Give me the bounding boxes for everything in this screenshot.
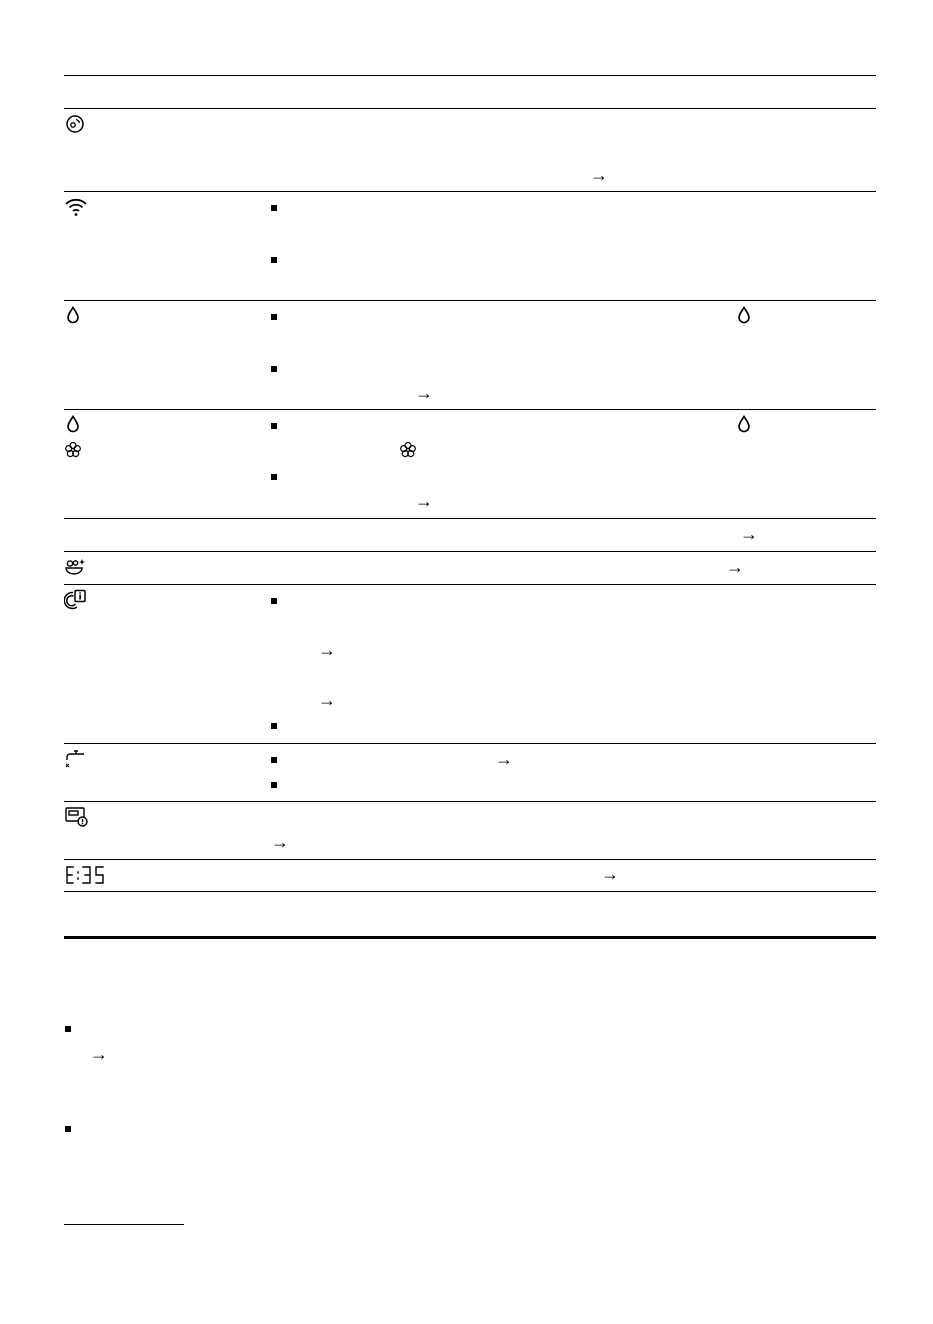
bullet-square [65, 1126, 71, 1132]
arrow-glyph: → [590, 165, 608, 185]
row-divider [64, 409, 876, 410]
arrow-glyph: → [318, 640, 336, 660]
wifi-icon [64, 197, 88, 217]
drop-icon [66, 415, 80, 433]
flower-icon [399, 441, 417, 459]
row-divider [64, 191, 876, 192]
bullet-square [271, 314, 277, 320]
row-divider [64, 801, 876, 802]
footnote-rule [64, 1224, 184, 1225]
arrow-glyph: → [740, 524, 758, 544]
info-dishes-icon [64, 589, 88, 611]
table-header-rule [64, 108, 876, 109]
table-bottom-rule [64, 891, 876, 892]
dishes-sparkle-icon [64, 557, 86, 577]
arrow-glyph: → [415, 383, 433, 403]
row-divider [64, 551, 876, 552]
bullet-square [271, 474, 277, 480]
row-divider [64, 859, 876, 860]
bullet-square [271, 257, 277, 263]
display-code [64, 865, 108, 885]
arrow-glyph: → [495, 749, 513, 769]
arrow-glyph: → [271, 832, 289, 852]
row-divider [64, 584, 876, 585]
tap-icon [64, 748, 86, 770]
bullet-square [271, 366, 277, 372]
disc-icon [65, 114, 85, 134]
row-divider [64, 518, 876, 519]
row-divider [64, 743, 876, 744]
bullet-square [271, 423, 277, 429]
arrow-glyph: → [726, 557, 744, 577]
table-top-rule [64, 75, 876, 76]
bullet-square [271, 205, 277, 211]
arrow-glyph: → [601, 864, 619, 884]
bullet-square [271, 598, 277, 604]
arrow-glyph: → [318, 690, 336, 710]
section-rule [64, 936, 876, 939]
flower-icon [64, 441, 82, 459]
arrow-glyph: → [415, 491, 433, 511]
display-error-icon [64, 806, 90, 828]
bullet-square [271, 782, 277, 788]
bullet-square [65, 1026, 71, 1032]
bullet-square [271, 757, 277, 763]
drop-icon [737, 306, 751, 324]
row-divider [64, 300, 876, 301]
drop-icon [66, 306, 80, 324]
arrow-glyph: → [90, 1044, 108, 1064]
drop-icon [737, 415, 751, 433]
bullet-square [271, 723, 277, 729]
